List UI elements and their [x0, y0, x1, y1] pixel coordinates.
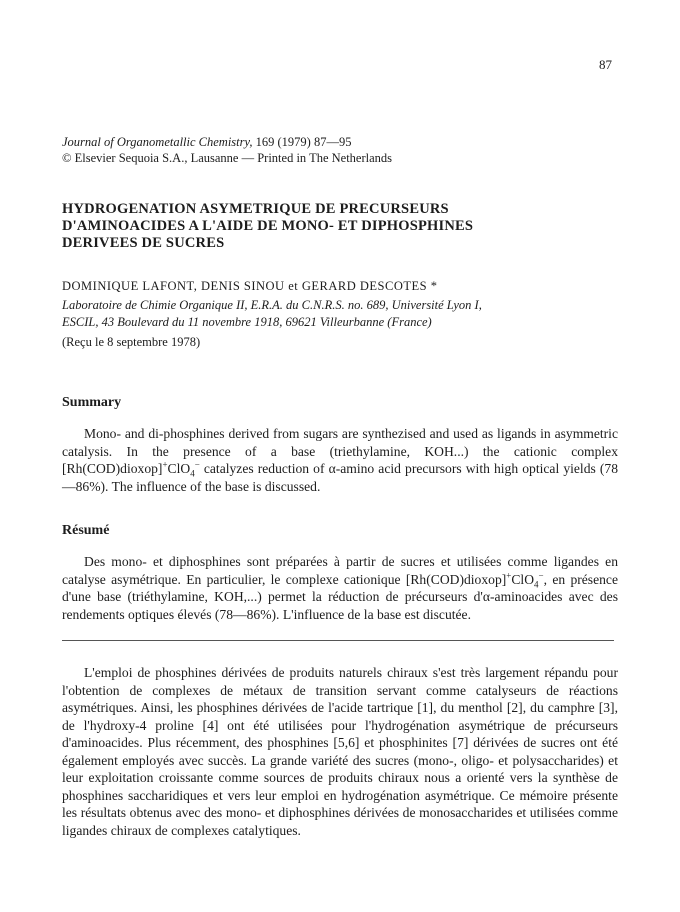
section-divider [62, 640, 614, 641]
affiliation-line-2: ESCIL, 43 Boulevard du 11 novembre 1918, 69621 Villeurbanne (France) [62, 315, 432, 329]
summary-heading: Summary [62, 395, 122, 410]
title-line-1: HYDROGENATION ASYMETRIQUE DE PRECURSEURS [62, 201, 449, 217]
journal-header [62, 134, 392, 166]
resume-heading: Résumé [62, 523, 110, 538]
summary-charge-plus: + [162, 459, 168, 470]
resume-charge-minus: − [538, 569, 544, 580]
summary-abstract [62, 425, 618, 495]
summary-text-end: catalyzes reduction of α-amino acid precursors with high optical yields (78—86%). The influence of the base is discussed. [62, 461, 618, 494]
affiliation [62, 297, 632, 331]
resume-subscript-4: 4 [534, 579, 539, 590]
main-body [62, 664, 618, 839]
journal-name: Journal of Organometallic Chemistry, [62, 135, 253, 149]
title-line-3: DERIVEES DE SUCRES [62, 235, 225, 251]
resume-text-end: , en présence d'une base (triéthylamine, KOH,...) permet la réduction de précurseurs d'α-aminoacides avec des rendements optiques élevés (78—86%). L'influence de la base est discutée. [62, 571, 618, 622]
journal-citation: 169 (1979) 87—95 [255, 135, 352, 149]
resume-abstract [62, 553, 618, 623]
summary-clo: ClO [167, 461, 191, 476]
author-list: DOMINIQUE LAFONT, DENIS SINOU et GERARD DESCOTES * [62, 279, 438, 293]
publisher-line: © Elsevier Sequoia S.A., Lausanne — Printed in The Netherlands [62, 151, 393, 165]
resume-text-start: Des mono- et diphosphines sont préparées à partir de sucres et utilisées comme ligandes en catalyse asymétrique. En particulier, le complexe cationique [Rh(COD)dioxop] [62, 554, 618, 587]
article-title [62, 201, 622, 252]
intro-paragraph: L'emploi de phosphines dérivées de produits naturels chiraux s'est très largement répandu pour l'obtention de complexes de métaux de transition servant comme catalyseurs de réactions asymétriques. Ainsi, les phosphines dérivées de l'acide tartrique [1], du menthol [2], du camphre [3], de l'hydroxy-4 proline [4] ont été utilisées pour l'hydrogénation asymétrique de précurseurs d'aminoacides. Plus récemment, des phosphines [5,6] et phosphinites [7] dérivées de sucres ont été également employés avec succès. La grande variété des sucres (mono-, oligo- et polysaccharides) et leur exploitation croissante comme sources de produits chiraux nous a orienté vers la synthèse de phosphines saccharidiques et vers leur emploi en hydrogénation asymétrique. Ce mémoire présente les résultats obtenus avec des mono- et diphosphines dérivées de monosaccharides et utilisées comme ligandes chiraux de complexes catalytiques. [62, 665, 618, 838]
summary-text-start: Mono- and di-phosphines derived from sugars are synthezised and used as ligands in asymmetric catalysis. In the presence of a base (triethylamine, KOH...) the cationic complex [Rh(COD)dioxop] [62, 426, 618, 476]
resume-clo: ClO [511, 571, 535, 587]
summary-subscript-4: 4 [190, 468, 195, 479]
resume-paragraph [62, 553, 618, 623]
page-number: 87 [599, 57, 612, 72]
summary-charge-minus: − [194, 459, 200, 470]
affiliation-line-1: Laboratoire de Chimie Organique II, E.R.A. du C.N.R.S. no. 689, Université Lyon I, [62, 298, 482, 312]
journal-citation-line [62, 134, 392, 150]
summary-paragraph [62, 425, 618, 495]
resume-charge-plus: + [506, 569, 512, 580]
title-line-2: D'AMINOACIDES A L'AIDE DE MONO- ET DIPHOSPHINES [62, 218, 474, 234]
received-date: (Reçu le 8 septembre 1978) [62, 335, 201, 349]
